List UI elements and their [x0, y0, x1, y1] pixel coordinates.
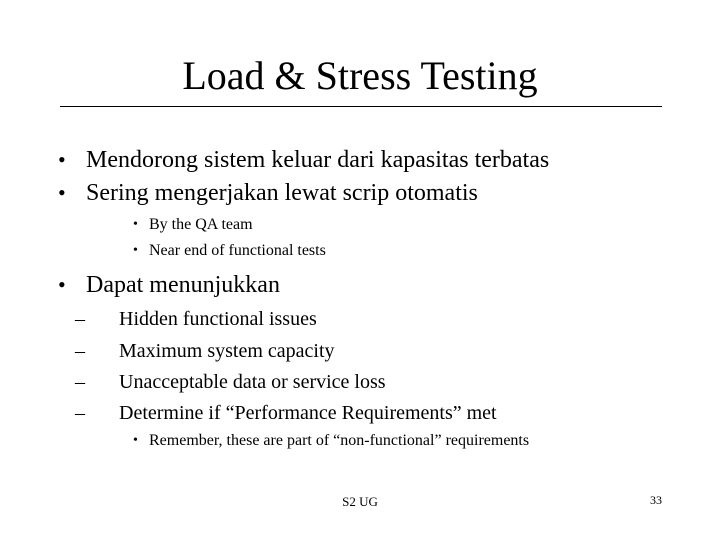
sub-bullet-text: Near end of functional tests: [149, 242, 326, 259]
bullet-marker: •: [133, 243, 138, 258]
bullet-item-3: [58, 270, 678, 300]
note-bullet-item: [133, 431, 673, 451]
bullet-item-1: [58, 145, 678, 175]
dash-item-1: [75, 306, 635, 332]
bullet-item-2: [58, 178, 678, 208]
sub-bullet-item-2: [133, 241, 533, 261]
footer-label: S2 UG: [342, 494, 378, 509]
note-text: Remember, these are part of “non-functional” requirements: [149, 432, 530, 449]
dash-marker: –: [75, 308, 85, 330]
dash-text: Hidden functional issues: [119, 308, 317, 330]
bullet-marker: •: [133, 433, 138, 448]
dash-text: Maximum system capacity: [119, 340, 335, 362]
sub-bullet-text: By the QA team: [149, 216, 253, 233]
slide-title: Load & Stress Testing: [182, 53, 538, 98]
page-number: 33: [650, 493, 662, 507]
bullet-text: Mendorong sistem keluar dari kapasitas terbatas: [86, 147, 550, 173]
dash-marker: –: [75, 340, 85, 362]
sub-bullet-item-1: [133, 215, 533, 235]
bullet-text: Dapat menunjukkan: [86, 272, 280, 298]
dash-text: Determine if “Performance Requirements” met: [119, 402, 497, 424]
dash-marker: –: [75, 402, 85, 424]
dash-item-4: [75, 400, 635, 426]
dash-text: Unacceptable data or service loss: [119, 371, 386, 393]
bullet-marker: •: [58, 180, 66, 205]
bullet-marker: •: [58, 147, 66, 172]
bullet-marker: •: [58, 272, 66, 297]
bullet-text: Sering mengerjakan lewat scrip otomatis: [86, 180, 478, 206]
dash-item-2: [75, 338, 635, 364]
dash-marker: –: [75, 371, 85, 393]
bullet-marker: •: [133, 217, 138, 232]
title-divider: [60, 106, 662, 107]
dash-item-3: [75, 369, 635, 395]
